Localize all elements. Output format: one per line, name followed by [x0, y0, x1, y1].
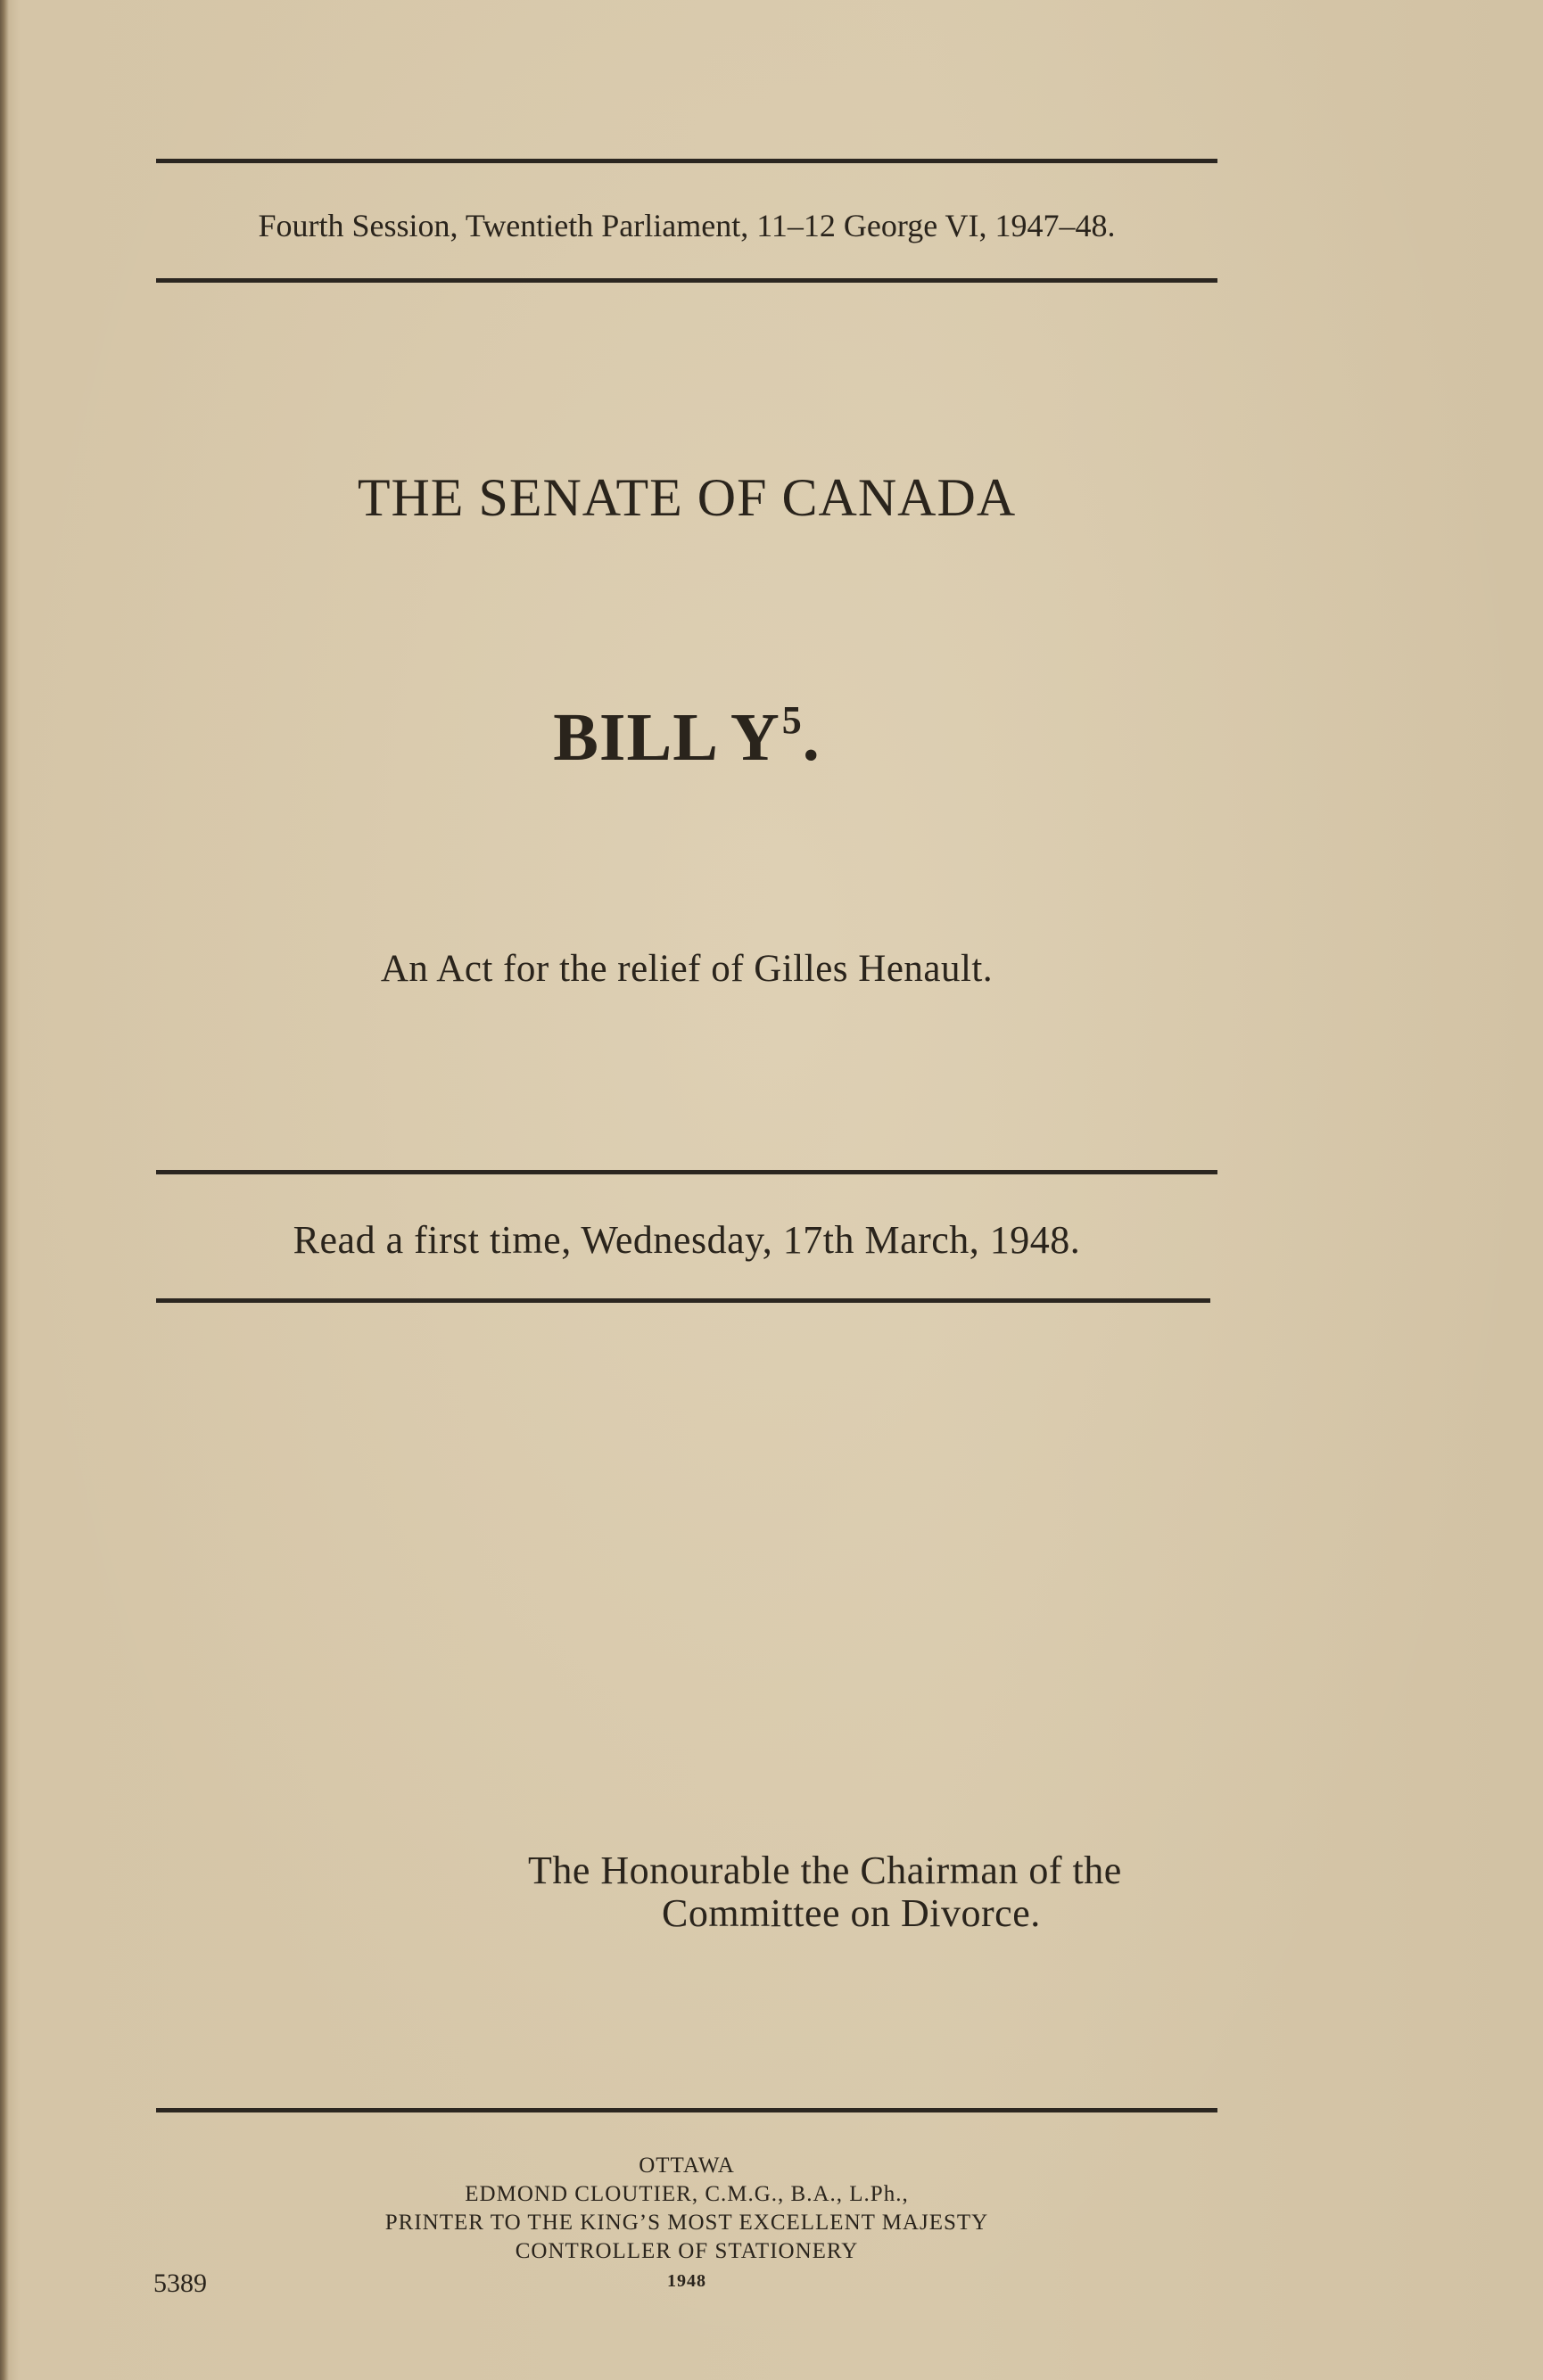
senate-heading: THE SENATE OF CANADA [357, 468, 1017, 527]
bill-prefix: BILL Y [553, 700, 780, 775]
sponsor-line-1: The Honourable the Chairman of the [528, 1849, 1122, 1892]
imprint-office: CONTROLLER OF STATIONERY [515, 2239, 859, 2263]
top-rule [156, 159, 1217, 163]
print-number: 5389 [153, 2269, 207, 2298]
imprint-rule [156, 2108, 1217, 2112]
bill-suffix: . [802, 700, 821, 775]
reading-line: Read a first time, Wednesday, 17th March, 1948. [293, 1218, 1081, 1262]
bill-superscript: 5 [781, 698, 803, 742]
reading-top-rule [156, 1170, 1217, 1174]
imprint-printer: EDMOND CLOUTIER, C.M.G., B.A., L.Ph., [465, 2182, 909, 2206]
sponsor-line-2: Committee on Divorce. [662, 1891, 1041, 1935]
bill-title [156, 697, 1217, 777]
imprint-year: 1948 [667, 2271, 706, 2291]
imprint-city: OTTAWA [639, 2154, 735, 2178]
reading-bottom-rule [156, 1298, 1210, 1303]
session-line: Fourth Session, Twentieth Parliament, 11–12 George VI, 1947–48. [258, 208, 1116, 243]
imprint-title: PRINTER TO THE KING’S MOST EXCELLENT MAJESTY [384, 2211, 989, 2235]
act-description: An Act for the relief of Gilles Henault. [380, 948, 994, 990]
session-rule [156, 278, 1217, 283]
